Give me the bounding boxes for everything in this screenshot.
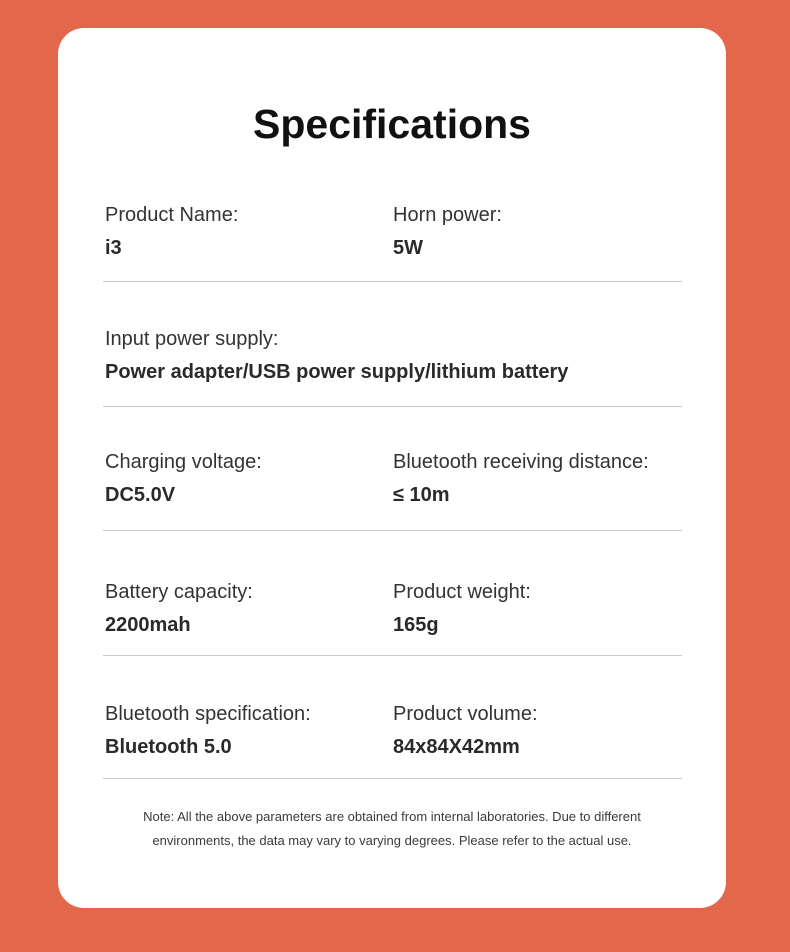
spec-label: Horn power: — [393, 204, 502, 226]
spec-product-volume — [393, 704, 538, 757]
spec-label: Charging voltage: — [105, 451, 262, 473]
spec-card — [58, 28, 726, 908]
spec-label: Product volume: — [393, 703, 538, 725]
spec-label: Battery capacity: — [105, 581, 253, 603]
spec-value: 84x84X42mm — [393, 736, 520, 758]
spec-row-4 — [103, 582, 682, 656]
page-title: Specifications — [253, 101, 531, 147]
spec-label: Product weight: — [393, 581, 531, 603]
spec-value: 5W — [393, 237, 423, 259]
spec-row-5 — [103, 704, 682, 779]
spec-row-3 — [103, 452, 682, 531]
spec-value: ≤ 10m — [393, 484, 450, 506]
spec-value: Bluetooth 5.0 — [105, 736, 232, 758]
spec-value: Power adapter/USB power supply/lithium battery — [105, 361, 569, 383]
spec-value: i3 — [105, 237, 122, 259]
spec-row-2 — [103, 329, 682, 407]
spec-horn-power — [393, 205, 502, 258]
note-line-2: environments, the data may vary to varying degrees. Please refer to the actual use. — [152, 833, 632, 848]
disclaimer-note — [98, 805, 686, 853]
spec-product-weight — [393, 582, 531, 635]
spec-value: DC5.0V — [105, 484, 176, 506]
spec-label: Bluetooth specification: — [105, 703, 311, 725]
spec-charging-voltage — [105, 452, 262, 505]
spec-input-power-supply — [105, 329, 568, 382]
spec-row-1 — [103, 205, 682, 282]
spec-label: Input power supply: — [105, 328, 279, 350]
note-line-1: Note: All the above parameters are obtained from internal laboratories. Due to different — [143, 809, 641, 824]
spec-value: 165g — [393, 614, 439, 636]
spec-bluetooth-distance — [393, 452, 649, 505]
spec-bluetooth-specification — [105, 704, 311, 757]
spec-label: Product Name: — [105, 204, 239, 226]
spec-value: 2200mah — [105, 614, 191, 636]
spec-battery-capacity — [105, 582, 253, 635]
spec-label: Bluetooth receiving distance: — [393, 451, 649, 473]
spec-product-name — [105, 205, 238, 258]
